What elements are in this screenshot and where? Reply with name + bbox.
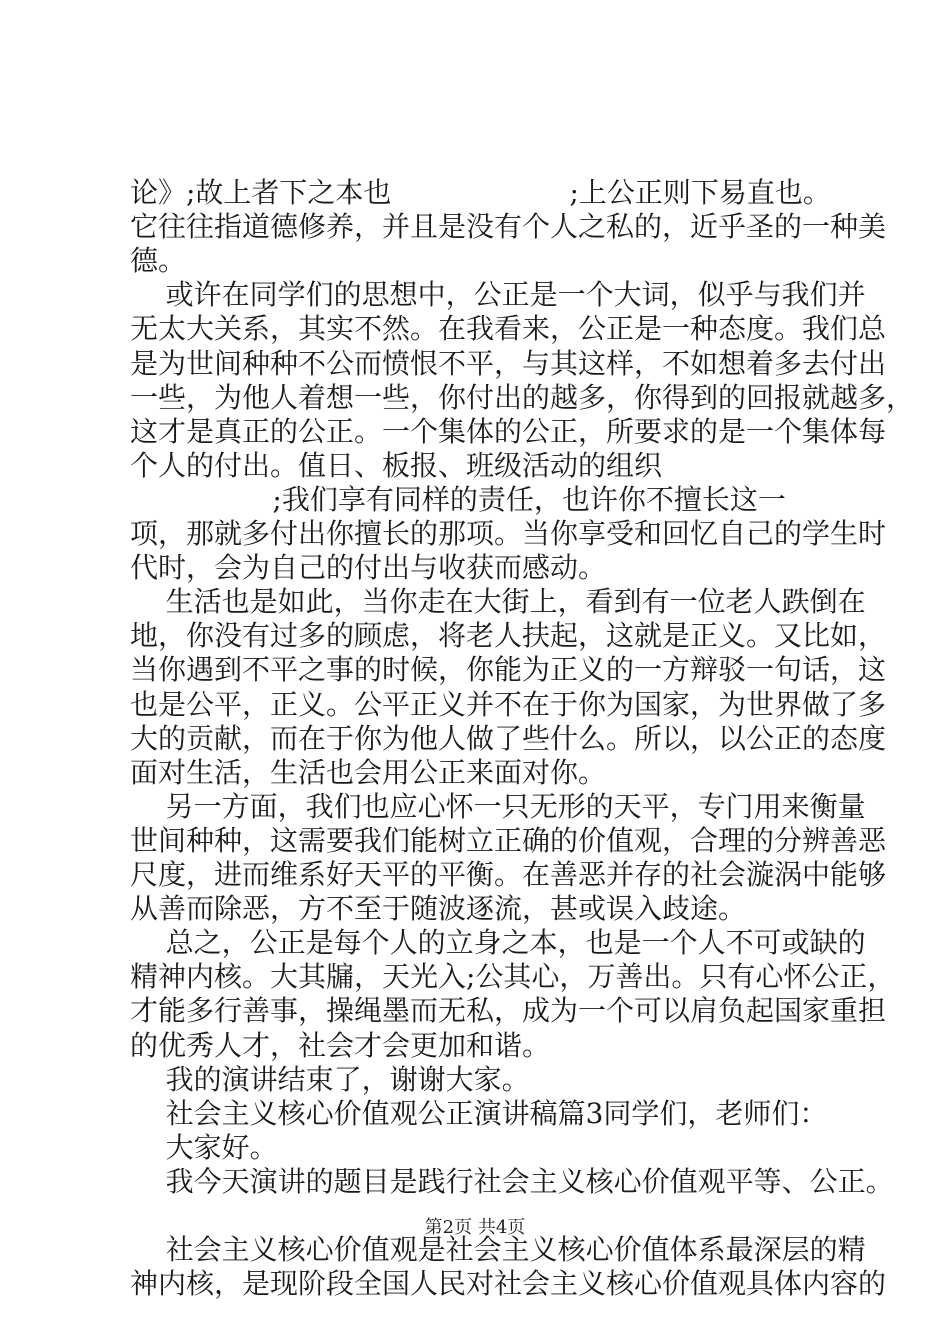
text-line: 社会主义核心价值观是社会主义核心价值体系最深层的精 <box>130 1233 866 1267</box>
text-line: 社会主义核心价值观公正演讲稿篇3同学们，老师们： <box>130 1096 828 1130</box>
text-line: 当你遇到不平之事的时候，你能为正义的一方辩驳一句话，这 <box>130 653 887 687</box>
text-line: 这才是真正的公正。一个集体的公正，所要求的是一个集体每 <box>130 414 887 448</box>
text-line: 的优秀人才，社会才会更加和谐。 <box>130 1028 551 1062</box>
text-line: 神内核，是现阶段全国人民对社会主义核心价值观具体内容的 <box>130 1267 887 1301</box>
text-line: 面对生活，生活也会用公正来面对你。 <box>130 755 607 789</box>
text-line: ;我们享有同样的责任，也许你不擅长这一 <box>130 482 786 516</box>
text-line: 它往往指道德修养，并且是没有个人之私的，近乎圣的一种美 <box>130 210 887 244</box>
text-line: 大的贡献，而在于你为他人做了些什么。所以，以公正的态度 <box>130 721 887 755</box>
text-line: 从善而除恶，方不至于随波逐流，甚或误入歧途。 <box>130 892 747 926</box>
text-line: 也是公平，正义。公平正义并不在于你为国家，为世界做了多 <box>130 687 887 721</box>
text-line: 论》;故上者下之本也 ;上公正则下易直也。 <box>130 176 831 209</box>
text-line: 总之，公正是每个人的立身之本，也是一个人不可或缺的 <box>130 926 866 960</box>
text-line: 大家好。 <box>130 1130 278 1164</box>
text-line: 精神内核。大其牖，天光入;公其心，万善出。只有心怀公正， <box>130 960 896 994</box>
text-line: 世间种种，这需要我们能树立正确的价值观，合理的分辨善恶 <box>130 823 887 857</box>
text-line: 地，你没有过多的顾虑，将老人扶起，这就是正义。又比如， <box>130 619 887 653</box>
text-line: 一些，为他人着想一些，你付出的越多，你得到的回报就越多， <box>130 380 915 414</box>
text-line: 我今天演讲的题目是践行社会主义核心价值观平等、公正。 <box>130 1164 894 1198</box>
text-line: 另一方面，我们也应心怀一只无形的天平，专门用来衡量 <box>130 789 866 823</box>
text-line: 项，那就多付出你擅长的那项。当你享受和回忆自己的学生时 <box>130 517 887 550</box>
text-line: 才能多行善事，操绳墨而无私，成为一个可以肩负起国家重担 <box>130 994 887 1028</box>
text-line: 个人的付出。值日、板报、班级活动的组织 <box>130 448 663 482</box>
text-line: 我的演讲结束了，谢谢大家。 <box>130 1062 530 1096</box>
text-line: 是为世间种种不公而愤恨不平，与其这样，不如想着多去付出 <box>130 346 887 380</box>
page-footer: 第2页 共4页 <box>424 1217 526 1238</box>
text-line: 尺度，进而维系好天平的平衡。在善恶并存的社会漩涡中能够 <box>130 858 887 891</box>
text-line: 德。 <box>130 244 187 278</box>
text-line: 或许在同学们的思想中，公正是一个大词，似乎与我们并 <box>130 278 866 312</box>
text-line: 代时，会为自己的付出与收获而感动。 <box>130 551 607 585</box>
text-line: 生活也是如此，当你走在大街上，看到有一位老人跌倒在 <box>130 585 866 619</box>
text-line: 无太大关系，其实不然。在我看来，公正是一种态度。我们总 <box>130 312 887 346</box>
